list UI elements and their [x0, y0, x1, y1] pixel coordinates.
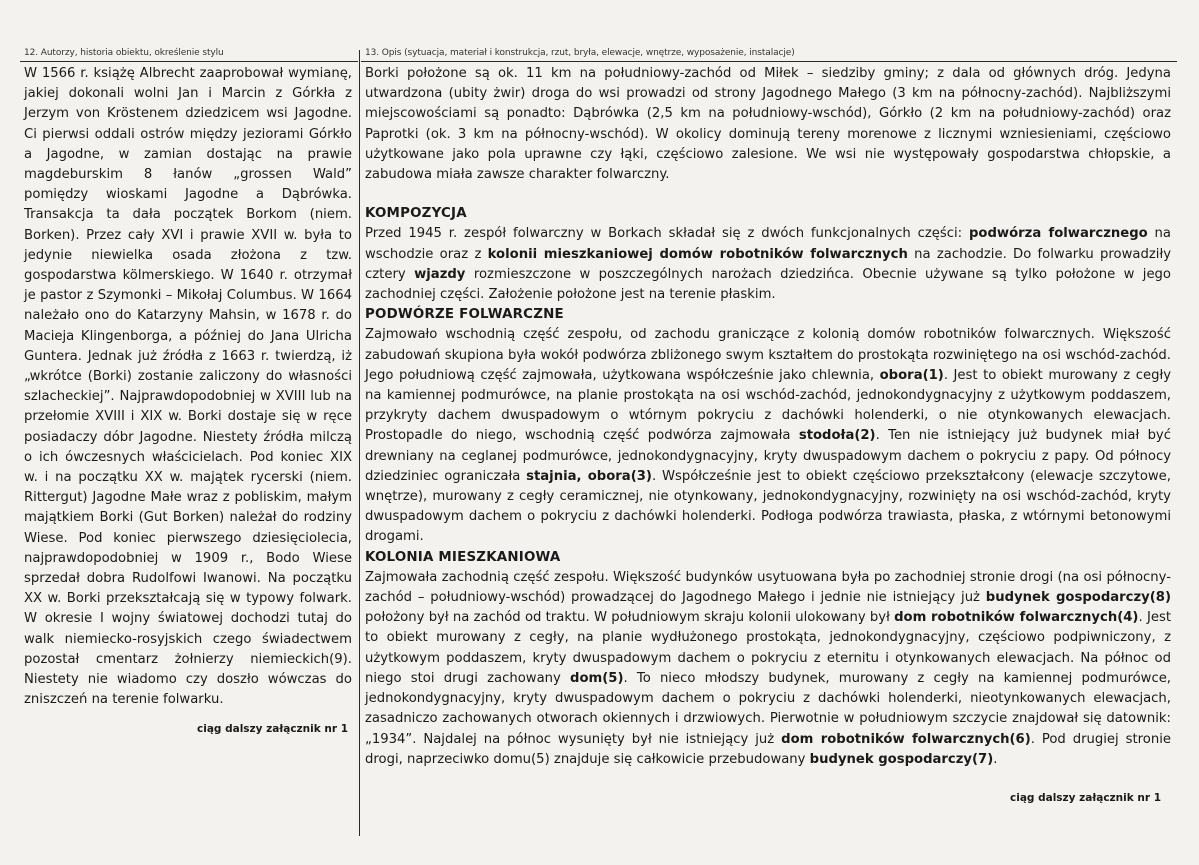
- document-sheet: [20, 46, 1177, 836]
- section-title-kompozycja: KOMPOZYCJA: [365, 206, 467, 222]
- section-title-kolonia: KOLONIA MIESZKANIOWA: [365, 549, 561, 565]
- header-underline: [361, 61, 1177, 62]
- history-body: [24, 64, 352, 739]
- header-underline: [20, 61, 358, 62]
- history-column: [20, 46, 358, 836]
- kompozycja-paragraph: Przed 1945 r. zespół folwarczny w Borkach składał się z dwóch funkcjonalnych części: podwórza folwarcznego na wschodzie oraz z kolonii mieszkaniowej domów robotników folwarcznych na zachodzie. Do folwarku prowadziły cztery wjazdy rozmieszczone w poszczególnych narożach dziedzińca. Obecnie używane są tylko położone w jego zachodniej części. Założenie położone jest na terenie płaskim.: [365, 226, 1172, 303]
- history-text: W 1566 r. książę Albrecht zaaprobował wymianę, jakiej dokonali wolni Jan i Marcin z Górkła z Jerzym von Kröstenem dziedzicem wsi Jagodne. Ci pierwsi oddali ostrów między jeziorami Górkło a Jagodne, w zamian dostając na prawie magdeburskim 8 łanów „grossen Wald” pomiędzy wioskami Jagodne a Dąbrówka. Transakcja ta dała początek Borkom (niem. Borken). Przez cały XVI i prawie XVII w. była to jedynie niewielka osada złożona z tzw. gospodarstwa kölmerskiego. W 1640 r. otrzymał je pastor z Szymonki – Mikołaj Columbus. W 1664 należało ono do Katarzyny Mahsin, w 1678 r. do Macieja Klingenborga, a później do Jana Ulricha Guntera. Jednak już źródła z 1663 r. twierdzą, iż „wkrótce (Borki) zostanie zaliczony do własności szlacheckiej”. Najprawdopodobniej w XVIII lub na przełomie XVIII i XIX w. Borki dostaje się w ręce posiadaczy dóbr Jagodne. Niestety źródła milczą o ich ówczesnych właścicielach. Pod koniec XIX w. i na początku XX w. majątek rycerski (niem. Rittergut) Jagodne Małe wraz z pobliskim, małym majątkiem Borki (Gut Borken) należał do rodziny Wiese. Pod koniec pierwszego dziesięciolecia, najprawdopodobniej w 1909 r., Bodo Wiese sprzedał dobra Rudolfowi Iwanowi. Na początku XX w. Borki przekształcają się w typowy folwark. W okresie I wojny światowej dochodzi tutaj do walk niemiecko-rosyjskich czego świadectwem pozostał cmentarz żołnierzy niemieckich(9). Niestety nie wiadomo czy doszło wówczas do zniszczeń na terenie folwarku.: [24, 66, 352, 708]
- description-column: [361, 46, 1177, 836]
- podworze-paragraph: Zajmowało wschodnią część zespołu, od zachodu graniczące z kolonią domów robotników folwarcznych. Większość zabudowań skupiona była wokół podwórza zbliżonego swym kształtem do prostokąta rozwiniętego na osi wschód-zachód. Jego południową część zajmowała, użytkowana współcześnie jako chlewnia, obora(1). Jest to obiekt murowany z cegły na kamiennej podmurówce, na planie prostokąta na osi wschód-zachód, jednokondygnacyjny z użytkowym poddaszem, przykryty dachem dwuspadowym o wtórnym pokryciu z dachówki holenderki, o nie otynkowanych elewacjach. Prostopadle do niego, wschodnią część podwórza zajmowała stodoła(2). Ten nie istniejący już budynek miał być drewniany na ceglanej podmurówce, jednokondygnacyjny, kryty dwuspadowym dachem o pokryciu z papy. Od północy dziedziniec ograniczała stajnia, obora(3). Współcześnie jest to obiekt częściowo przekształcony (elewacje szczytowe, wnętrze), murowany z cegły ceramicznej, nie otynkowany, jednokondygnacyjny, rozwinięty na osi wschód-zachód, kryty dwuspadowym dachem o pokryciu z dachówki holenderki. Podłoga podwórza trawiasta, płaska, z wtórnymi betonowymi drogami.: [365, 327, 1172, 545]
- description-continuation-note: ciąg dalszy załącznik nr 1: [1010, 791, 1161, 804]
- column-divider: [359, 50, 360, 836]
- location-paragraph: Borki położone są ok. 11 km na południowy-zachód od Miłek – siedziby gminy; z dala od głównych dróg. Jedyna utwardzona (ubity żwir) droga do wsi prowadzi od strony Jagodnego Małego (3 km na północny-zachód). Najbliższymi miejscowościami są ponadto: Dąbrówka (2,5 km na południowy-wschód), Górkło (2 km na południowy-zachód) oraz Paprotki (ok. 3 km na północny-wschód). W okolicy dominują tereny morenowe z licznymi wzniesieniami, częściowo użytkowane jako pola uprawne czy łąki, częściowo zalesione. We wsi nie występowały gospodarstwa chłopskie, a zabudowa miała zawsze charakter folwarczny.: [365, 66, 1171, 183]
- history-continuation-note: ciąg dalszy załącznik nr 1: [197, 722, 348, 735]
- kolonia-paragraph: Zajmowała zachodnią część zespołu. Większość budynków usytuowana była po zachodniej stronie drogi (na osi północny-zachód – południowy-wschód) prowadzącej do Jagodnego Małego i jednie nie istniejący już budynek gospodarczy(8) położony był na zachód od traktu. W południowym skraju kolonii ulokowany był dom robotników folwarcznych(4). Jest to obiekt murowany z cegły, na planie wydłużonego prostokąta, jednokondygnacyjny, częściowo podpiwniczony, z użytkowym poddaszem, kryty dwuspadowym dachem o pokryciu z eternitu i otynkowanych elewacjach. Na północ od niego stoi drugi zachowany dom(5). To nieco młodszy budynek, murowany z cegły na kamiennej podmurówce, jednokondygnacyjny, kryty dwuspadowym dachem o pokryciu z dachówki holenderki, nieotynkowanych elewacjach, zasadniczo zachowanych otworach okiennych i drzwiowych. Pierwotnie w południowym szczycie znajdował się datownik: „1934”. Najdalej na północ wysunięty był nie istniejący już dom robotników folwarcznych(6). Pod drugiej stronie drogi, naprzeciwko domu(5) znajduje się całkowicie przebudowany budynek gospodarczy(7).: [365, 569, 1172, 767]
- section-title-podworze: PODWÓRZE FOLWARCZNE: [365, 307, 564, 323]
- description-header: 13. Opis (sytuacja, materiał i konstrukcja, rzut, bryła, elewacje, wnętrze, wyposażenie, instalacje): [365, 48, 795, 58]
- section-gap: [365, 185, 1171, 204]
- history-header: 12. Autorzy, historia obiektu, określenie stylu: [24, 48, 224, 58]
- description-body: [365, 64, 1171, 808]
